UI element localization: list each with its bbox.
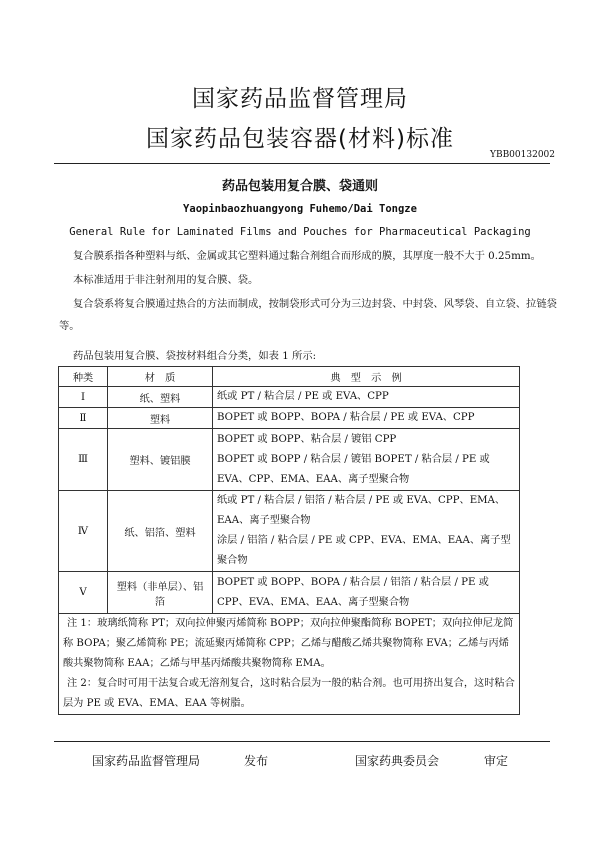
table-row xyxy=(59,429,520,491)
footer-reviewer: 国家药典委员会 xyxy=(355,754,440,768)
row-kind: Ⅳ xyxy=(59,491,108,572)
document-english-title: General Rule for Laminated Films and Pouches for Pharmaceutical Packaging xyxy=(69,226,531,238)
row-kind: Ⅰ xyxy=(59,387,108,408)
table-row xyxy=(59,408,520,429)
table-header-row xyxy=(59,367,520,387)
example-line: BOPET 或 BOPP、BOPA / 粘合层 / PE 或 EVA、CPP xyxy=(217,412,475,423)
classification-table xyxy=(58,366,520,715)
paragraph-pouch-types: 复合袋系将复合膜通过热合的方法而制成，按制袋形式可分为三边封袋、中封袋、风琴袋、自立袋、拉链袋等。 xyxy=(59,298,557,332)
document-title: 药品包装用复合膜、袋通则 xyxy=(221,179,378,194)
paragraph-table-intro: 药品包装用复合膜、袋按材料组合分类，如表 1 所示: xyxy=(73,350,317,362)
header-title-line1: 国家药品监督管理局 xyxy=(192,86,408,112)
footer-issue-label: 发布 xyxy=(244,754,269,768)
row-material: 塑料（非单层）、铝箔 xyxy=(108,572,213,614)
header-material: 材 质 xyxy=(108,367,213,387)
row-example xyxy=(213,572,520,614)
bottom-divider xyxy=(54,741,550,742)
top-divider xyxy=(54,163,550,164)
row-kind: Ⅲ xyxy=(59,429,108,491)
table-notes xyxy=(59,614,520,715)
header-title-line2: 国家药品包装容器(材料)标准 xyxy=(146,126,454,152)
row-example xyxy=(213,491,520,572)
example-line: BOPET 或 BOPP、粘合层 / 镀铝 CPP xyxy=(217,433,397,445)
footer-review-label: 审定 xyxy=(484,754,509,768)
example-line: BOPET 或 BOPP、BOPA / 粘合层 / 铝箔 / 粘合层 / PE 或 CPP、EVA、EMA、EAA、离子型聚合物 xyxy=(217,576,489,608)
example-line: 纸或 PT / 粘合层 / PE 或 EVA、CPP xyxy=(217,391,389,402)
header-examples: 典 型 示 例 xyxy=(213,367,520,387)
note-laminating: 注 2：复合时可用干法复合或无溶剂复合，这时粘合层为一般的粘合剂。也可用挤出复合，这时粘合层为 PE 或 EVA、EMA、EAA 等树脂。 xyxy=(63,678,515,709)
table-notes-row xyxy=(59,614,520,715)
row-material: 塑料 xyxy=(108,408,213,429)
header-kind: 种类 xyxy=(59,367,108,387)
document-pinyin-title: Yaopinbaozhuangyong Fuhemo/Dai Tongze xyxy=(183,203,417,215)
row-example xyxy=(213,429,520,491)
row-kind: Ⅴ xyxy=(59,572,108,614)
row-material: 塑料、镀铝膜 xyxy=(108,429,213,491)
row-material: 纸、铝箔、塑料 xyxy=(108,491,213,572)
row-kind: Ⅱ xyxy=(59,408,108,429)
example-line: 纸或 PT / 粘合层 / 铝箔 / 粘合层 / PE 或 EVA、CPP、EMA、EAA、离子型聚合物 xyxy=(217,495,506,526)
table-row xyxy=(59,491,520,572)
table-row xyxy=(59,387,520,408)
note-abbreviations: 注 1：玻璃纸简称 PT；双向拉伸聚丙烯简称 BOPP；双向拉伸聚酯简称 BOPET；双向拉伸尼龙简称 BOPA；聚乙烯简称 PE；流延聚丙烯简称 CPP；乙烯与醋酸乙烯共聚物简称 EVA；乙烯与丙烯酸共聚物简称 EAA；乙烯与甲基丙烯酸共聚物简称 EMA。 xyxy=(63,618,514,669)
row-example xyxy=(213,387,520,408)
paragraph-definition: 复合膜系指各种塑料与纸、金属或其它塑料通过黏合剂组合而形成的膜，其厚度一般不大于 0.25mm。 xyxy=(73,250,541,262)
row-example xyxy=(213,408,520,429)
table-row xyxy=(59,572,520,614)
footer-issuer: 国家药品监督管理局 xyxy=(92,754,201,768)
standard-code: YBB00132002 xyxy=(490,150,555,160)
example-line: BOPET 或 BOPP / 粘合层 / 镀铝 BOPET / 粘合层 / PE 或 EVA、CPP、EMA、EAA、离子型聚合物 xyxy=(217,453,490,485)
row-material: 纸、塑料 xyxy=(108,387,213,408)
example-line: 涂层 / 铝箔 / 粘合层 / PE 或 CPP、EVA、EMA、EAA、离子型聚合物 xyxy=(217,535,511,566)
paragraph-scope: 本标准适用于非注射剂用的复合膜、袋。 xyxy=(73,274,259,286)
